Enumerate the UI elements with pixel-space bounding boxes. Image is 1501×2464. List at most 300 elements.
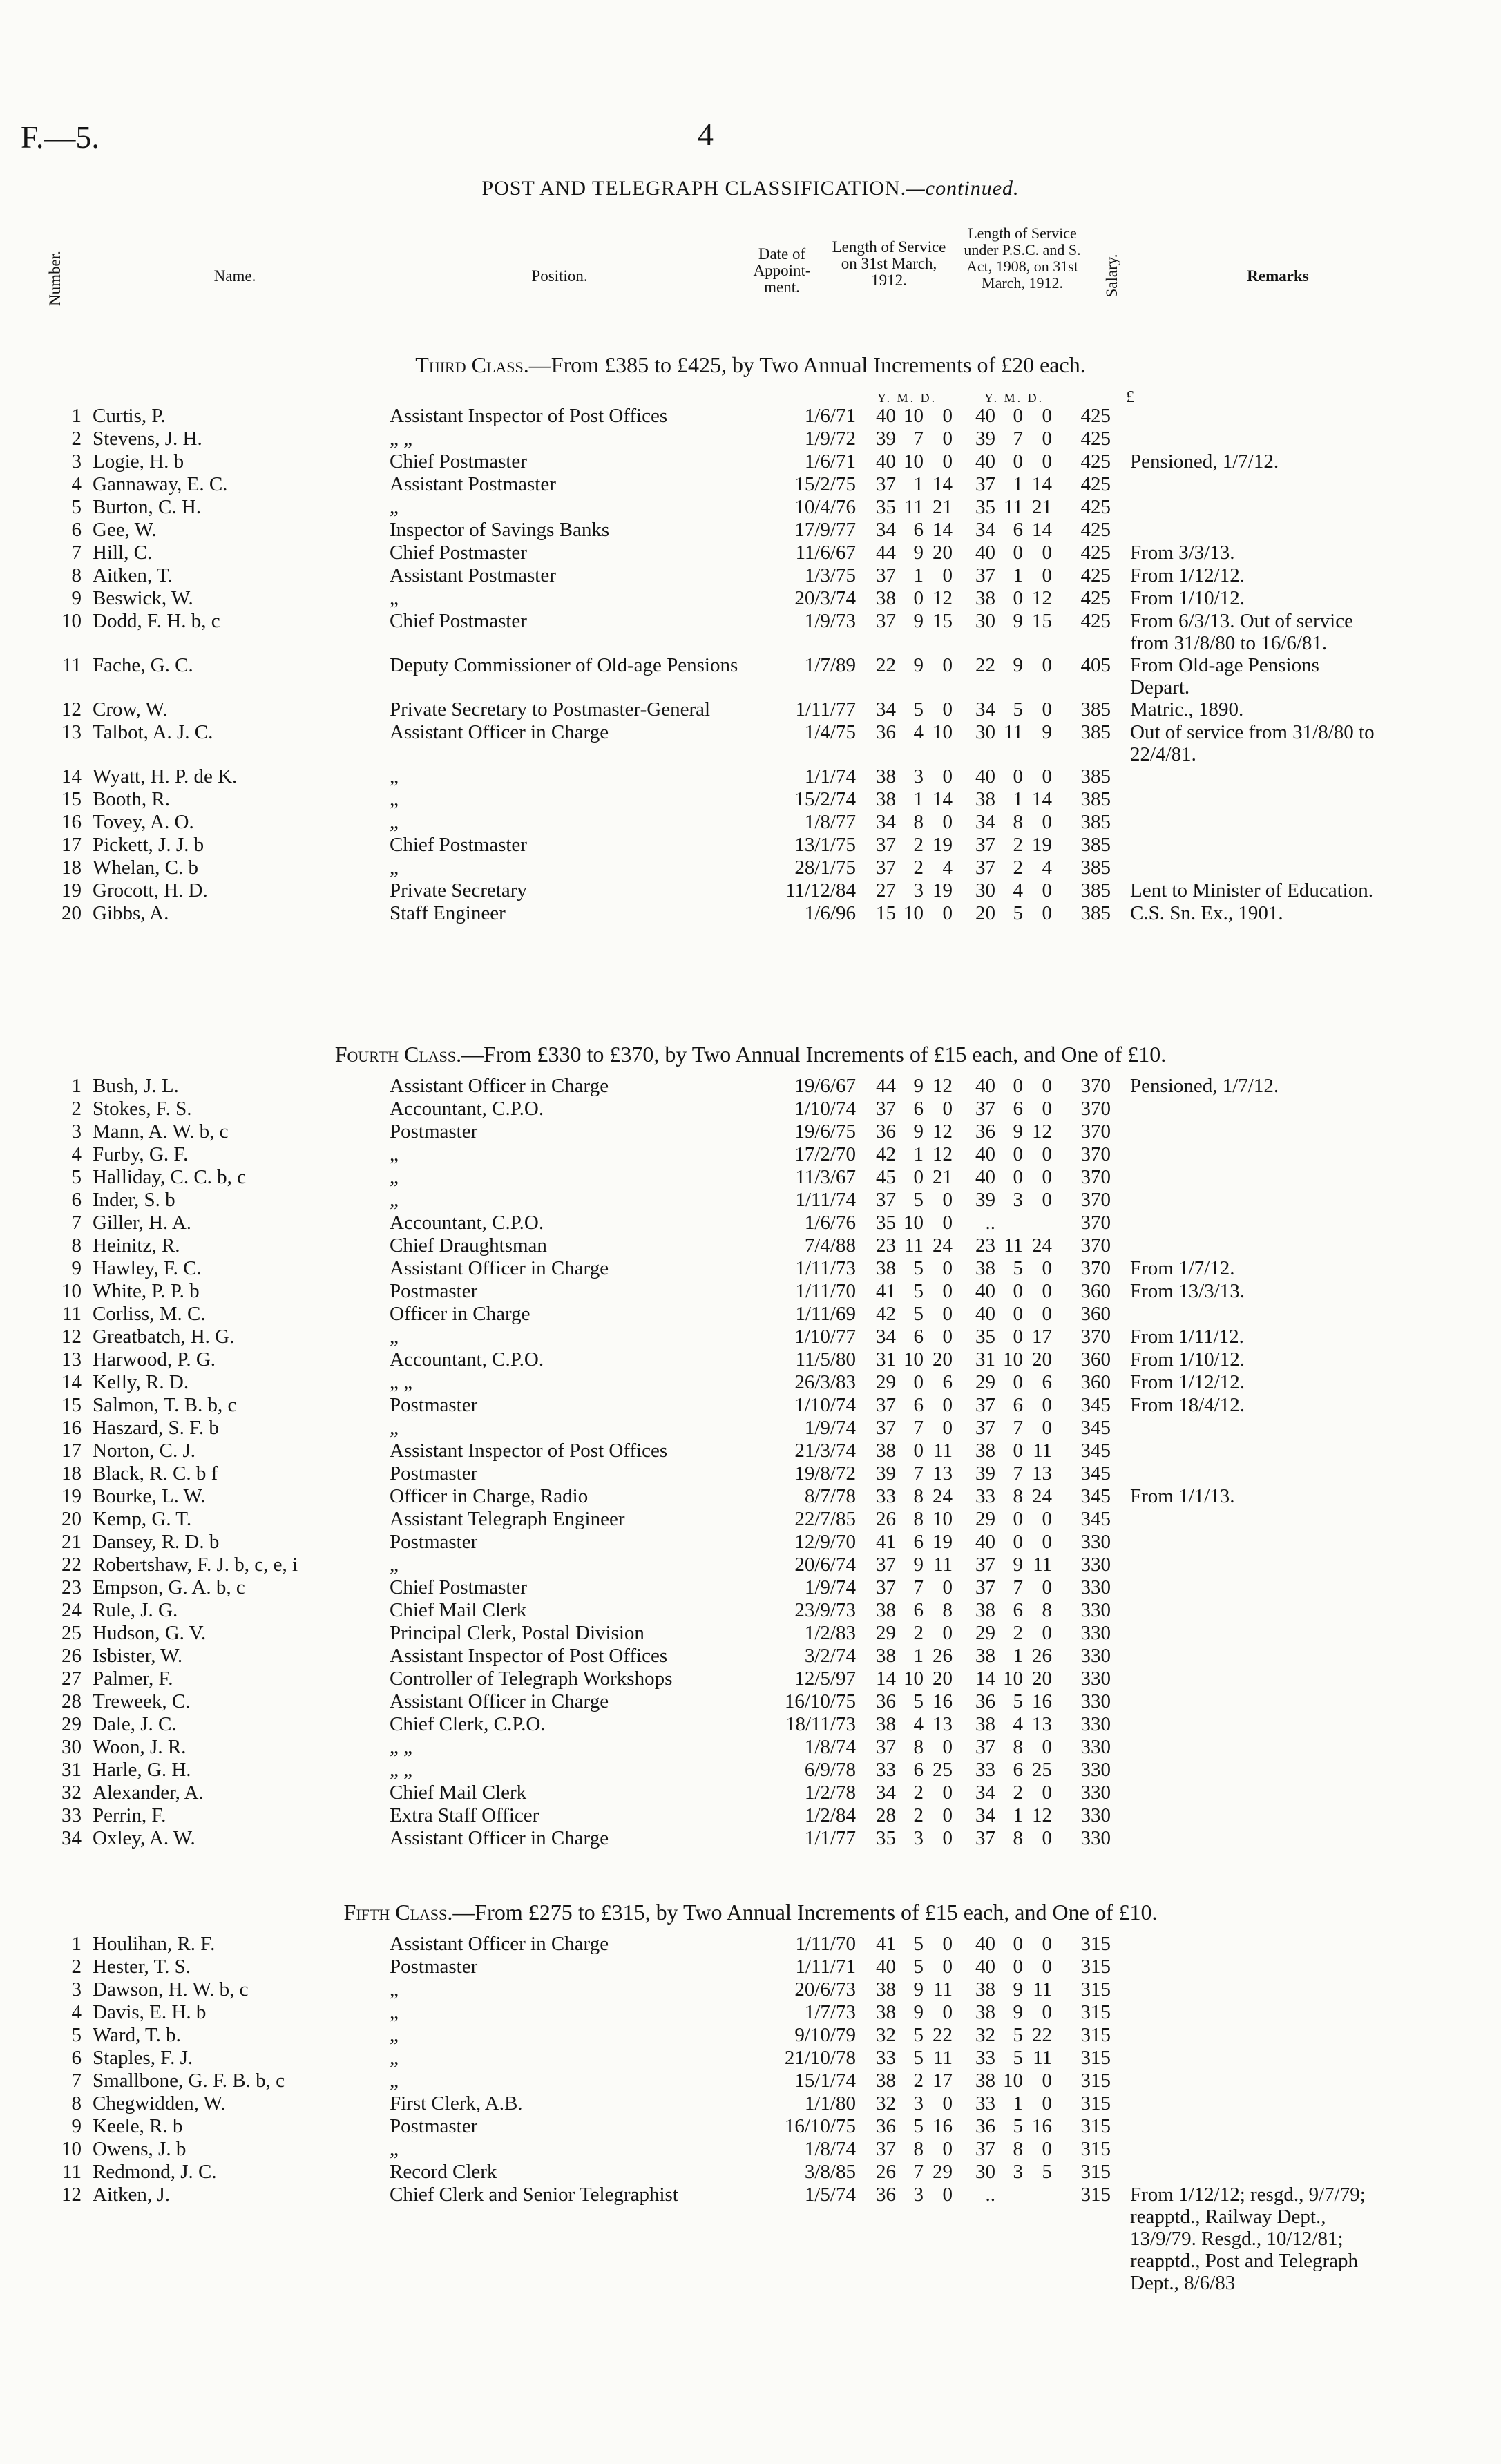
cell-service-days: 6	[942, 1371, 953, 1393]
cell-name: Staples, F. J.	[93, 2047, 193, 2069]
cell-service-years: 34	[876, 811, 896, 833]
cell-name: Talbot, A. J. C.	[93, 721, 213, 743]
cell-name: Hudson, G. V.	[93, 1622, 207, 1644]
cell-salary: 315	[1080, 2092, 1111, 2114]
cell-remarks	[1113, 1417, 1379, 1440]
cell-service-months: 7	[913, 1417, 924, 1439]
cell-position: Chief Postmaster	[390, 610, 527, 632]
cell-psc-days: 26	[1032, 1645, 1052, 1667]
cell-psc-months: 0	[1013, 1326, 1023, 1348]
table-row	[41, 1576, 1379, 1599]
cell-psc-years: 40	[975, 1280, 995, 1302]
class-name: Fifth Class	[343, 1900, 448, 1925]
cell-number: 23	[61, 1576, 82, 1598]
cell-salary: 370	[1080, 1257, 1111, 1279]
table-row	[41, 1440, 1379, 1462]
cell-psc-months: 5	[1013, 902, 1023, 924]
cell-psc-years: 35	[975, 1326, 995, 1348]
cell-service-months: 3	[913, 2092, 924, 2114]
cell-name: Palmer, F.	[93, 1668, 173, 1690]
cell-psc-days: 0	[1042, 1531, 1052, 1553]
cell-psc-years: 35	[975, 496, 995, 518]
cell-date-appointed: 23/9/73	[794, 1599, 856, 1621]
cell-date-appointed: 1/10/74	[794, 1394, 856, 1416]
class-description: .—From £275 to £315, by Two Annual Increments of £15 each, and One of £10.	[447, 1900, 1158, 1925]
cell-date-appointed: 1/11/71	[795, 1956, 856, 1978]
cell-service-months: 0	[913, 1166, 924, 1188]
cell-number: 10	[61, 610, 82, 632]
cell-salary: 425	[1080, 542, 1111, 564]
cell-position: „	[390, 788, 399, 810]
cell-service-months: 7	[913, 428, 924, 450]
cell-salary: 385	[1080, 698, 1111, 720]
table-row	[41, 450, 1379, 473]
cell-service-days: 13	[933, 1462, 953, 1484]
cell-psc-years: 38	[975, 587, 995, 609]
third-class-table	[41, 405, 1379, 925]
cell-psc-months: 5	[1013, 2115, 1023, 2137]
cell-date-appointed: 20/6/73	[794, 1978, 856, 2000]
cell-service-months: 5	[913, 1690, 924, 1712]
cell-remarks	[1113, 2024, 1379, 2047]
cell-position: First Clerk, A.B.	[390, 2092, 523, 2114]
cell-service-years: 34	[876, 698, 896, 720]
cell-name: Isbister, W.	[93, 1645, 183, 1667]
cell-date-appointed: 1/7/73	[804, 2001, 856, 2023]
cell-salary: 370	[1080, 1098, 1111, 1120]
cell-service-years: 42	[876, 1143, 896, 1165]
units-pound: £	[1126, 388, 1136, 406]
cell-psc-days: 14	[1032, 788, 1052, 810]
page-title-main: POST AND TELEGRAPH CLASSIFICATION.	[481, 177, 907, 200]
cell-name: Harwood, P. G.	[93, 1348, 216, 1371]
cell-remarks	[1113, 1440, 1379, 1462]
cell-psc-months: 9	[1013, 2001, 1023, 2023]
table-row	[41, 1394, 1379, 1417]
cell-date-appointed: 26/3/83	[794, 1371, 856, 1393]
cell-psc-months: 0	[1013, 1440, 1023, 1462]
cell-psc-days: 0	[1042, 879, 1052, 901]
cell-psc-years: 37	[975, 1417, 995, 1439]
cell-position: Chief Postmaster	[390, 834, 527, 856]
cell-psc-months: 0	[1013, 1933, 1023, 1955]
table-row	[41, 2115, 1379, 2138]
cell-number: 12	[61, 1326, 82, 1348]
cell-psc-months: 1	[1013, 788, 1023, 810]
cell-service-days: 26	[933, 1645, 953, 1667]
cell-salary: 315	[1080, 2184, 1111, 2206]
cell-position: „	[390, 811, 399, 833]
cell-service-days: 0	[942, 1303, 953, 1325]
cell-service-months: 10	[904, 1348, 924, 1371]
cell-number: 18	[61, 1462, 82, 1484]
cell-number: 24	[61, 1599, 82, 1621]
cell-psc-days: 25	[1032, 1759, 1052, 1781]
fifth-class-table	[41, 1933, 1379, 2294]
cell-salary: 425	[1080, 405, 1111, 427]
cell-date-appointed: 1/11/73	[795, 1257, 856, 1279]
cell-position: Postmaster	[390, 1280, 478, 1302]
cell-number: 14	[61, 765, 82, 787]
cell-position: „	[390, 1326, 399, 1348]
cell-remarks	[1113, 1978, 1379, 2001]
cell-number: 1	[71, 405, 82, 427]
cell-position: „	[390, 1978, 399, 2000]
cell-psc-months	[995, 2184, 1023, 2294]
table-row	[41, 1978, 1379, 2001]
cell-psc-years: 34	[975, 698, 995, 720]
cell-service-months: 9	[913, 1120, 924, 1143]
cell-psc-days: 12	[1032, 587, 1052, 609]
cell-psc-months: 0	[1013, 1508, 1023, 1530]
cell-service-years: 36	[876, 2115, 896, 2137]
cell-remarks: From 1/12/12; resgd., 9/7/79; reapptd., Railway Dept., 13/9/79. Resgd., 10/12/81; reapptd., Post and Telegraph Dept., 8/6/83	[1130, 2184, 1366, 2294]
cell-number: 15	[61, 788, 82, 810]
cell-psc-years: 40	[975, 1143, 995, 1165]
cell-number: 12	[61, 2184, 82, 2206]
cell-name: Crow, W.	[93, 698, 168, 720]
cell-psc-years: 38	[975, 1978, 995, 2000]
cell-position: Assistant Inspector of Post Offices	[390, 405, 668, 427]
cell-number: 15	[61, 1394, 82, 1416]
table-row	[41, 1212, 1379, 1234]
cell-psc-months: 10	[1003, 2070, 1023, 2092]
cell-date-appointed: 7/4/88	[804, 1234, 856, 1257]
table-row	[41, 1956, 1379, 1978]
cell-date-appointed: 3/2/74	[804, 1645, 856, 1667]
cell-psc-days: 0	[1042, 1576, 1052, 1598]
cell-position: Postmaster	[390, 1956, 478, 1978]
cell-service-days: 0	[942, 1394, 953, 1416]
cell-date-appointed: 28/1/75	[794, 857, 856, 879]
cell-service-months: 0	[913, 1440, 924, 1462]
cell-service-months: 5	[913, 1303, 924, 1325]
cell-psc-days: 0	[1042, 1280, 1052, 1302]
cell-date-appointed: 1/2/83	[804, 1622, 856, 1644]
cell-service-years: 34	[876, 519, 896, 541]
cell-psc-days: 0	[1042, 1143, 1052, 1165]
cell-name: Fache, G. C.	[93, 654, 193, 676]
cell-psc-years: 40	[975, 1531, 995, 1553]
cell-date-appointed: 1/11/70	[795, 1280, 856, 1302]
cell-psc-years: 33	[975, 1759, 995, 1781]
cell-position: Chief Postmaster	[390, 1576, 527, 1598]
cell-name: Kelly, R. D.	[93, 1371, 189, 1393]
cell-service-years: 34	[876, 1326, 896, 1348]
cell-psc-months: 0	[1013, 1280, 1023, 1302]
cell-service-years: 33	[876, 2047, 896, 2069]
cell-service-days: 14	[933, 473, 953, 495]
cell-position: „	[390, 2047, 399, 2069]
cell-psc-days: 21	[1032, 496, 1052, 518]
cell-service-days: 16	[933, 2115, 953, 2137]
cell-date-appointed: 1/2/84	[804, 1804, 856, 1826]
cell-psc-months: 1	[1013, 2092, 1023, 2114]
cell-remarks	[1113, 1531, 1379, 1554]
cell-date-appointed: 1/11/74	[795, 1189, 856, 1211]
cell-psc-days: 24	[1032, 1485, 1052, 1507]
cell-service-years: 39	[876, 428, 896, 450]
cell-number: 6	[71, 2047, 82, 2069]
cell-name: Owens, J. b	[93, 2138, 187, 2160]
cell-date-appointed: 1/11/77	[795, 698, 856, 720]
cell-psc-years: 34	[975, 519, 995, 541]
cell-name: Gannaway, E. C.	[93, 473, 228, 495]
cell-psc-days: 0	[1042, 1075, 1052, 1097]
cell-service-days: 20	[933, 542, 953, 564]
cell-date-appointed: 1/2/78	[804, 1782, 856, 1804]
cell-service-days: 0	[942, 2001, 953, 2023]
cell-number: 17	[61, 834, 82, 856]
cell-psc-days	[1023, 1212, 1052, 1234]
cell-position: Staff Engineer	[390, 902, 506, 924]
cell-name: Stokes, F. S.	[93, 1098, 192, 1120]
table-row	[41, 1120, 1379, 1143]
cell-service-years: 26	[876, 1508, 896, 1530]
table-row	[41, 428, 1379, 450]
cell-service-months: 2	[913, 857, 924, 879]
cell-name: Smallbone, G. F. B. b, c	[93, 2070, 285, 2092]
cell-name: Empson, G. A. b, c	[93, 1576, 245, 1598]
cell-service-days: 0	[942, 1189, 953, 1211]
cell-name: Whelan, C. b	[93, 857, 199, 879]
cell-psc-days: 0	[1042, 1956, 1052, 1978]
cell-remarks	[1113, 1508, 1379, 1531]
table-row	[41, 788, 1379, 811]
cell-salary: 345	[1080, 1417, 1111, 1439]
cell-name: Dodd, F. H. b, c	[93, 610, 220, 632]
cell-remarks	[1113, 1303, 1379, 1326]
cell-number: 7	[71, 542, 82, 564]
cell-salary: 360	[1080, 1303, 1111, 1325]
cell-salary: 370	[1080, 1326, 1111, 1348]
cell-position: Chief Mail Clerk	[390, 1599, 527, 1621]
cell-remarks	[1113, 1804, 1379, 1827]
cell-date-appointed: 18/11/73	[785, 1713, 856, 1735]
cell-name: Booth, R.	[93, 788, 170, 810]
cell-service-years: 37	[876, 1576, 896, 1598]
table-row	[41, 1348, 1379, 1371]
cell-service-months: 11	[904, 496, 924, 518]
cell-psc-days	[1023, 2184, 1052, 2294]
cell-psc-months	[995, 1212, 1023, 1234]
cell-service-months: 10	[904, 405, 924, 427]
cell-service-years: 33	[876, 1485, 896, 1507]
cell-remarks	[1113, 496, 1379, 519]
cell-position: „ „	[390, 1759, 412, 1781]
cell-psc-months: 9	[1013, 654, 1023, 676]
header-date: Date of Appoint- ment.	[753, 245, 811, 296]
cell-service-years: 38	[876, 1440, 896, 1462]
cell-number: 25	[61, 1622, 82, 1644]
cell-psc-days: 0	[1042, 564, 1052, 586]
cell-remarks	[1113, 1234, 1379, 1257]
cell-number: 2	[71, 428, 82, 450]
table-row	[41, 1554, 1379, 1576]
table-row	[41, 1508, 1379, 1531]
section-title-fifth-class	[0, 1900, 1501, 1925]
table-row	[41, 1668, 1379, 1690]
cell-date-appointed: 1/8/74	[804, 1736, 856, 1758]
cell-service-months: 6	[913, 1326, 924, 1348]
cell-psc-days: 0	[1042, 2092, 1052, 2114]
cell-position: „	[390, 1143, 399, 1165]
table-row	[41, 1736, 1379, 1759]
cell-psc-days: 6	[1042, 1371, 1052, 1393]
cell-name: Burton, C. H.	[93, 496, 202, 518]
cell-service-days: 12	[933, 1143, 953, 1165]
cell-service-months: 2	[913, 1782, 924, 1804]
cell-salary: 315	[1080, 1978, 1111, 2000]
header-salary: Salary.	[1103, 254, 1120, 298]
cell-service-days: 0	[942, 1933, 953, 1955]
cell-service-years: 14	[876, 1668, 896, 1690]
cell-psc-years: 37	[975, 834, 995, 856]
cell-psc-months: 6	[1013, 519, 1023, 541]
cell-remarks	[1113, 1098, 1379, 1120]
cell-service-years: 45	[876, 1166, 896, 1188]
cell-number: 12	[61, 698, 82, 720]
cell-service-years: 37	[876, 564, 896, 586]
cell-psc-years: 33	[975, 2092, 995, 2114]
cell-psc-months: 0	[1013, 1166, 1023, 1188]
cell-psc-years: 30	[975, 879, 995, 901]
cell-position: Assistant Officer in Charge	[390, 1827, 609, 1849]
cell-name: Black, R. C. b f	[93, 1462, 218, 1484]
cell-service-days: 10	[933, 721, 953, 743]
cell-service-days: 0	[942, 811, 953, 833]
table-row	[41, 721, 1379, 765]
cell-salary: 345	[1080, 1440, 1111, 1462]
table-row	[41, 1234, 1379, 1257]
cell-date-appointed: 22/7/85	[794, 1508, 856, 1530]
cell-psc-years: 38	[975, 2001, 995, 2023]
cell-service-days: 17	[933, 2070, 953, 2092]
cell-service-years: 37	[876, 834, 896, 856]
header-position: Position.	[531, 267, 588, 285]
cell-psc-days: 12	[1032, 1804, 1052, 1826]
cell-service-years: 37	[876, 2138, 896, 2160]
cell-psc-months: 7	[1013, 1576, 1023, 1598]
cell-service-months: 5	[913, 1933, 924, 1955]
cell-date-appointed: 10/4/76	[794, 496, 856, 518]
cell-psc-months: 6	[1013, 1599, 1023, 1621]
table-row	[41, 765, 1379, 788]
cell-number: 4	[71, 473, 82, 495]
table-row	[41, 2070, 1379, 2092]
cell-position: Principal Clerk, Postal Division	[390, 1622, 644, 1644]
cell-psc-months: 8	[1013, 811, 1023, 833]
cell-service-days: 0	[942, 1804, 953, 1826]
cell-remarks	[1113, 1462, 1379, 1485]
cell-name: Stevens, J. H.	[93, 428, 202, 450]
cell-salary: 385	[1080, 879, 1111, 901]
cell-psc-months: 10	[1003, 1668, 1023, 1690]
cell-salary: 370	[1080, 1212, 1111, 1234]
cell-name: Gibbs, A.	[93, 902, 169, 924]
cell-salary: 385	[1080, 811, 1111, 833]
cell-remarks: From 1/10/12.	[1130, 587, 1245, 609]
cell-service-years: 38	[876, 788, 896, 810]
cell-service-years: 37	[876, 1189, 896, 1211]
cell-service-days: 0	[942, 2184, 953, 2206]
cell-name: Oxley, A. W.	[93, 1827, 195, 1849]
cell-salary: 345	[1080, 1485, 1111, 1507]
cell-date-appointed: 11/3/67	[795, 1166, 856, 1188]
cell-salary: 370	[1080, 1120, 1111, 1143]
cell-psc-days: 20	[1032, 1668, 1052, 1690]
cell-salary: 330	[1080, 1759, 1111, 1781]
cell-number: 2	[71, 1098, 82, 1120]
table-row	[41, 1933, 1379, 1956]
cell-service-days: 10	[933, 1508, 953, 1530]
cell-number: 9	[71, 2115, 82, 2137]
cell-psc-years: 40	[975, 542, 995, 564]
cell-salary: 385	[1080, 857, 1111, 879]
table-row	[41, 1257, 1379, 1280]
cell-psc-days: 0	[1042, 2001, 1052, 2023]
cell-name: Redmond, J. C.	[93, 2161, 217, 2183]
cell-position: Assistant Inspector of Post Offices	[390, 1440, 668, 1462]
cell-remarks	[1113, 1143, 1379, 1166]
cell-service-years: 37	[876, 1394, 896, 1416]
cell-psc-months: 1	[1013, 564, 1023, 586]
cell-remarks: From 6/3/13. Out of service from 31/8/80 to 16/6/81.	[1130, 610, 1353, 654]
cell-service-months: 9	[913, 1554, 924, 1576]
cell-service-days: 0	[942, 428, 953, 450]
cell-number: 27	[61, 1668, 82, 1690]
cell-service-days: 0	[942, 2138, 953, 2160]
cell-salary: 330	[1080, 1645, 1111, 1667]
cell-salary: 330	[1080, 1599, 1111, 1621]
cell-service-months: 1	[913, 564, 924, 586]
cell-service-months: 0	[913, 1371, 924, 1393]
cell-date-appointed: 12/9/70	[794, 1531, 856, 1553]
cell-service-days: 11	[933, 1554, 953, 1576]
table-row	[41, 1531, 1379, 1554]
cell-psc-days: 0	[1042, 654, 1052, 676]
cell-name: Aitken, T.	[93, 564, 173, 586]
cell-psc-months: 5	[1013, 1690, 1023, 1712]
cell-service-months: 6	[913, 1531, 924, 1553]
cell-number: 13	[61, 1348, 82, 1371]
cell-psc-years: 40	[975, 405, 995, 427]
cell-salary: 405	[1080, 654, 1111, 676]
cell-service-days: 0	[942, 1736, 953, 1758]
cell-service-months: 1	[913, 1645, 924, 1667]
table-row	[41, 496, 1379, 519]
table-row	[41, 2092, 1379, 2115]
cell-name: Robertshaw, F. J. b, c, e, i	[93, 1554, 298, 1576]
cell-psc-months: 6	[1013, 1098, 1023, 1120]
cell-psc-years: 39	[975, 1462, 995, 1484]
cell-service-years: 35	[876, 1827, 896, 1849]
cell-name: Dawson, H. W. b, c	[93, 1978, 249, 2000]
cell-salary: 330	[1080, 1804, 1111, 1826]
cell-psc-days: 16	[1032, 1690, 1052, 1712]
cell-psc-months: 5	[1013, 698, 1023, 720]
cell-date-appointed: 1/6/96	[804, 902, 856, 924]
cell-date-appointed: 21/10/78	[784, 2047, 856, 2069]
cell-position: Postmaster	[390, 1462, 478, 1484]
cell-date-appointed: 1/10/77	[794, 1326, 856, 1348]
cell-position: Assistant Officer in Charge	[390, 1690, 609, 1712]
cell-position: Private Secretary to Postmaster-General	[390, 698, 711, 720]
cell-service-years: 31	[876, 1348, 896, 1371]
table-row	[41, 1622, 1379, 1645]
cell-name: Ward, T. b.	[93, 2024, 181, 2046]
cell-name: Aitken, J.	[93, 2184, 170, 2206]
